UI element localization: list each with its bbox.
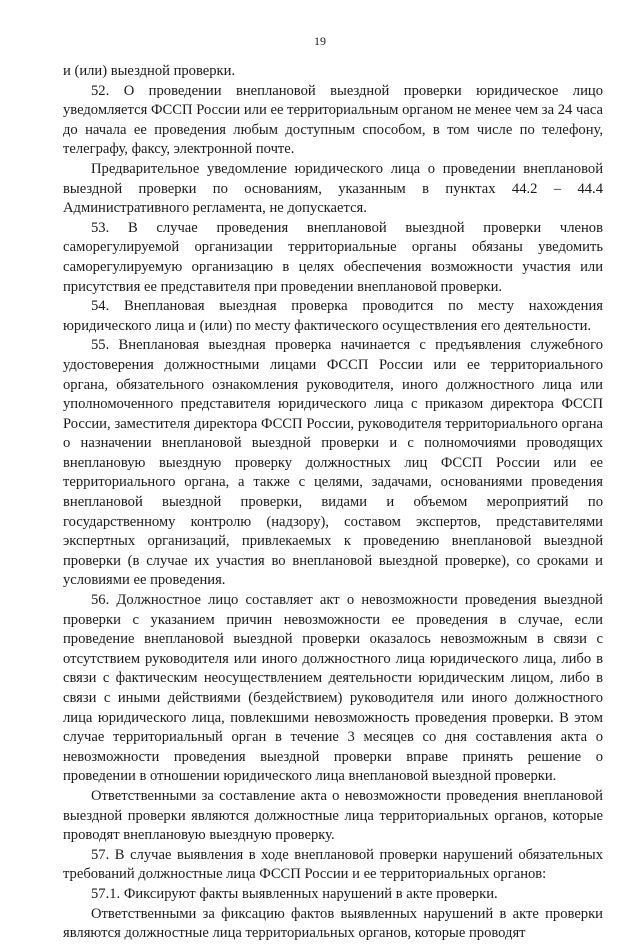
- paragraph-57: 57. В случае выявления в ходе внеплановой проверки нарушений обязательных требований должностные лица ФССП России и ее территориальных органов:: [63, 846, 603, 883]
- paragraph-55: 55. Внеплановая выездная проверка начинается с предъявления служебного удостоверения должностными лицами ФССП России или ее территориального органа, обязательного ознакомления руководителя, иного должностного лица или уполномоченного представителя юридического лица с приказом директора ФССП России, заместителя директора ФССП России, руководителя территориального органа о назначении внеплановой выездной проверки и с полномочиями проводящих внеплановую выездную проверку должностных лиц ФССП России или ее территориального органа, а также с целями, задачами, основаниями проведения внеплановой выездной проверки, видами и объемом мероприятий по государственному контролю (надзору), составом экспертов, представителями экспертных организаций, привлекаемых к проведению внеплановой выездной проверки (в случае их участия во внеплановой выездной проверке), со сроками и условиями ее проведения.: [63, 337, 603, 589]
- paragraph-57-1: 57.1. Фиксируют факты выявленных нарушений в акте проверки.: [91, 885, 498, 902]
- paragraph-57-1-responsible: Ответственными за фиксацию фактов выявленных нарушений в акте проверки являются должностные лица территориальных органов, которые проводят: [63, 905, 603, 942]
- paragraph-52: 52. О проведении внеплановой выездной проверки юридическое лицо уведомляется ФССП России или ее территориальным органом не менее чем за 24 часа до начала ее проведения любым доступным способом, в том числе по телефону, телеграфу, факсу, электронной почте.: [63, 82, 603, 158]
- paragraph-56: 56. Должностное лицо составляет акт о невозможности проведения выездной проверки с указанием причин невозможности ее проведения в случае, если проведение внеплановой выездной проверки оказалось невозможным в связи с отсутствием руководителя или иного должностного лица юридического лица, либо в связи с фактическим неосуществлением деятельности юридическим лицом, либо в связи с иными действиями (бездействием) руководителя или иного должностного лица юридического лица, повлекшими невозможность проведения проверки. В этом случае территориальный орган в течение 3 месяцев со дня составления акта о невозможности проведения выездной проверки вправе принять решение о проведении в отношении юридического лица внеплановой выездной проверки.: [63, 592, 603, 785]
- paragraph-continuation: и (или) выездной проверки.: [63, 63, 236, 79]
- paragraph-54: 54. Внеплановая выездная проверка проводится по месту нахождения юридического лица и (или) по месту фактического осуществления его деятельности.: [63, 298, 603, 334]
- document-body: [63, 62, 603, 944]
- paragraph-52-notice: Предварительное уведомление юридического лица о проведении внеплановой выездной проверки по основаниям, указанным в пунктах 44.2 – 44.4 Административного регламента, не допускается.: [63, 160, 603, 217]
- page-number: 19: [314, 34, 326, 48]
- paragraph-53: 53. В случае проведения внеплановой выездной проверки членов саморегулируемой организации территориальные органы обязаны уведомить саморегулируемую организацию в целях обеспечения возможности участия или присутствия ее представителя при проведении внеплановой проверки.: [63, 219, 603, 295]
- paragraph-56-responsible: Ответственными за составление акта о невозможности проведения внеплановой выездной проверки являются должностные лица территориальных органов, которые проводят внеплановую выездную проверку.: [63, 787, 603, 844]
